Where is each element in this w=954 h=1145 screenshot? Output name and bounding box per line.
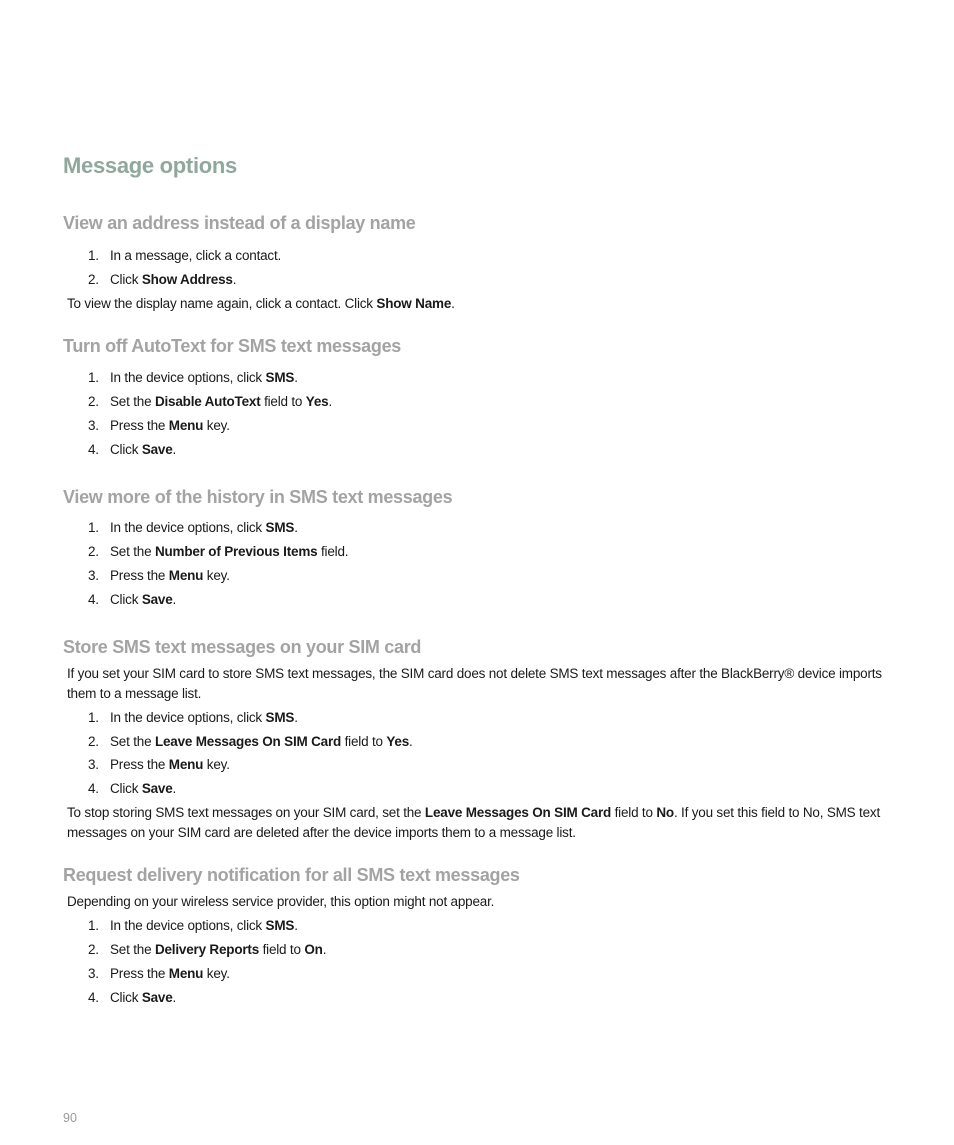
list-item: 1. In the device options, click SMS. — [88, 710, 298, 725]
list-item: 2. Set the Delivery Reports field to On. — [88, 942, 327, 957]
list-item: 4. Click Save. — [88, 592, 177, 607]
list-item: 2. Click Show Address. — [88, 272, 237, 287]
list-item: 1. In the device options, click SMS. — [88, 520, 298, 535]
list-item: 2. Set the Leave Messages On SIM Card field to Yes. — [88, 734, 413, 749]
list-item: 4. Click Save. — [88, 781, 177, 796]
list-item: 2. Set the Number of Previous Items field. — [88, 544, 349, 559]
page-number: 90 — [63, 1111, 77, 1125]
section-intro: If you set your SIM card to store SMS text messages, the SIM card does not delete SMS text messages after the BlackBerry® device imports them to a message list. — [67, 666, 882, 701]
list-item: 3. Press the Menu key. — [88, 568, 230, 583]
list-item: 1. In a message, click a contact. — [88, 248, 282, 263]
section-heading-delivery: Request delivery notification for all SMS text messages — [63, 865, 520, 885]
page-title: Message options — [63, 153, 237, 178]
section-note: To stop storing SMS text messages on your SIM card, set the Leave Messages On SIM Card field to No. If you set this field to No, SMS text messages on your SIM card are deleted after the device imports them to a message list. — [67, 805, 880, 840]
list-item: 4. Click Save. — [88, 990, 177, 1005]
list-item: 3. Press the Menu key. — [88, 757, 230, 772]
section-intro: Depending on your wireless service provider, this option might not appear. — [67, 894, 495, 909]
section-heading-sim-card: Store SMS text messages on your SIM card — [63, 637, 422, 657]
list-item: 1. In the device options, click SMS. — [88, 918, 298, 933]
section-note: To view the display name again, click a contact. Click Show Name. — [67, 296, 455, 311]
section-heading-view-address: View an address instead of a display name — [63, 213, 416, 233]
list-item: 1. In the device options, click SMS. — [88, 370, 298, 385]
list-item: 2. Set the Disable AutoText field to Yes. — [88, 394, 333, 409]
list-item: 3. Press the Menu key. — [88, 418, 230, 433]
list-item: 3. Press the Menu key. — [88, 966, 230, 981]
section-heading-history: View more of the history in SMS text messages — [63, 487, 453, 507]
section-heading-autotext: Turn off AutoText for SMS text messages — [63, 336, 402, 356]
list-item: 4. Click Save. — [88, 442, 177, 457]
